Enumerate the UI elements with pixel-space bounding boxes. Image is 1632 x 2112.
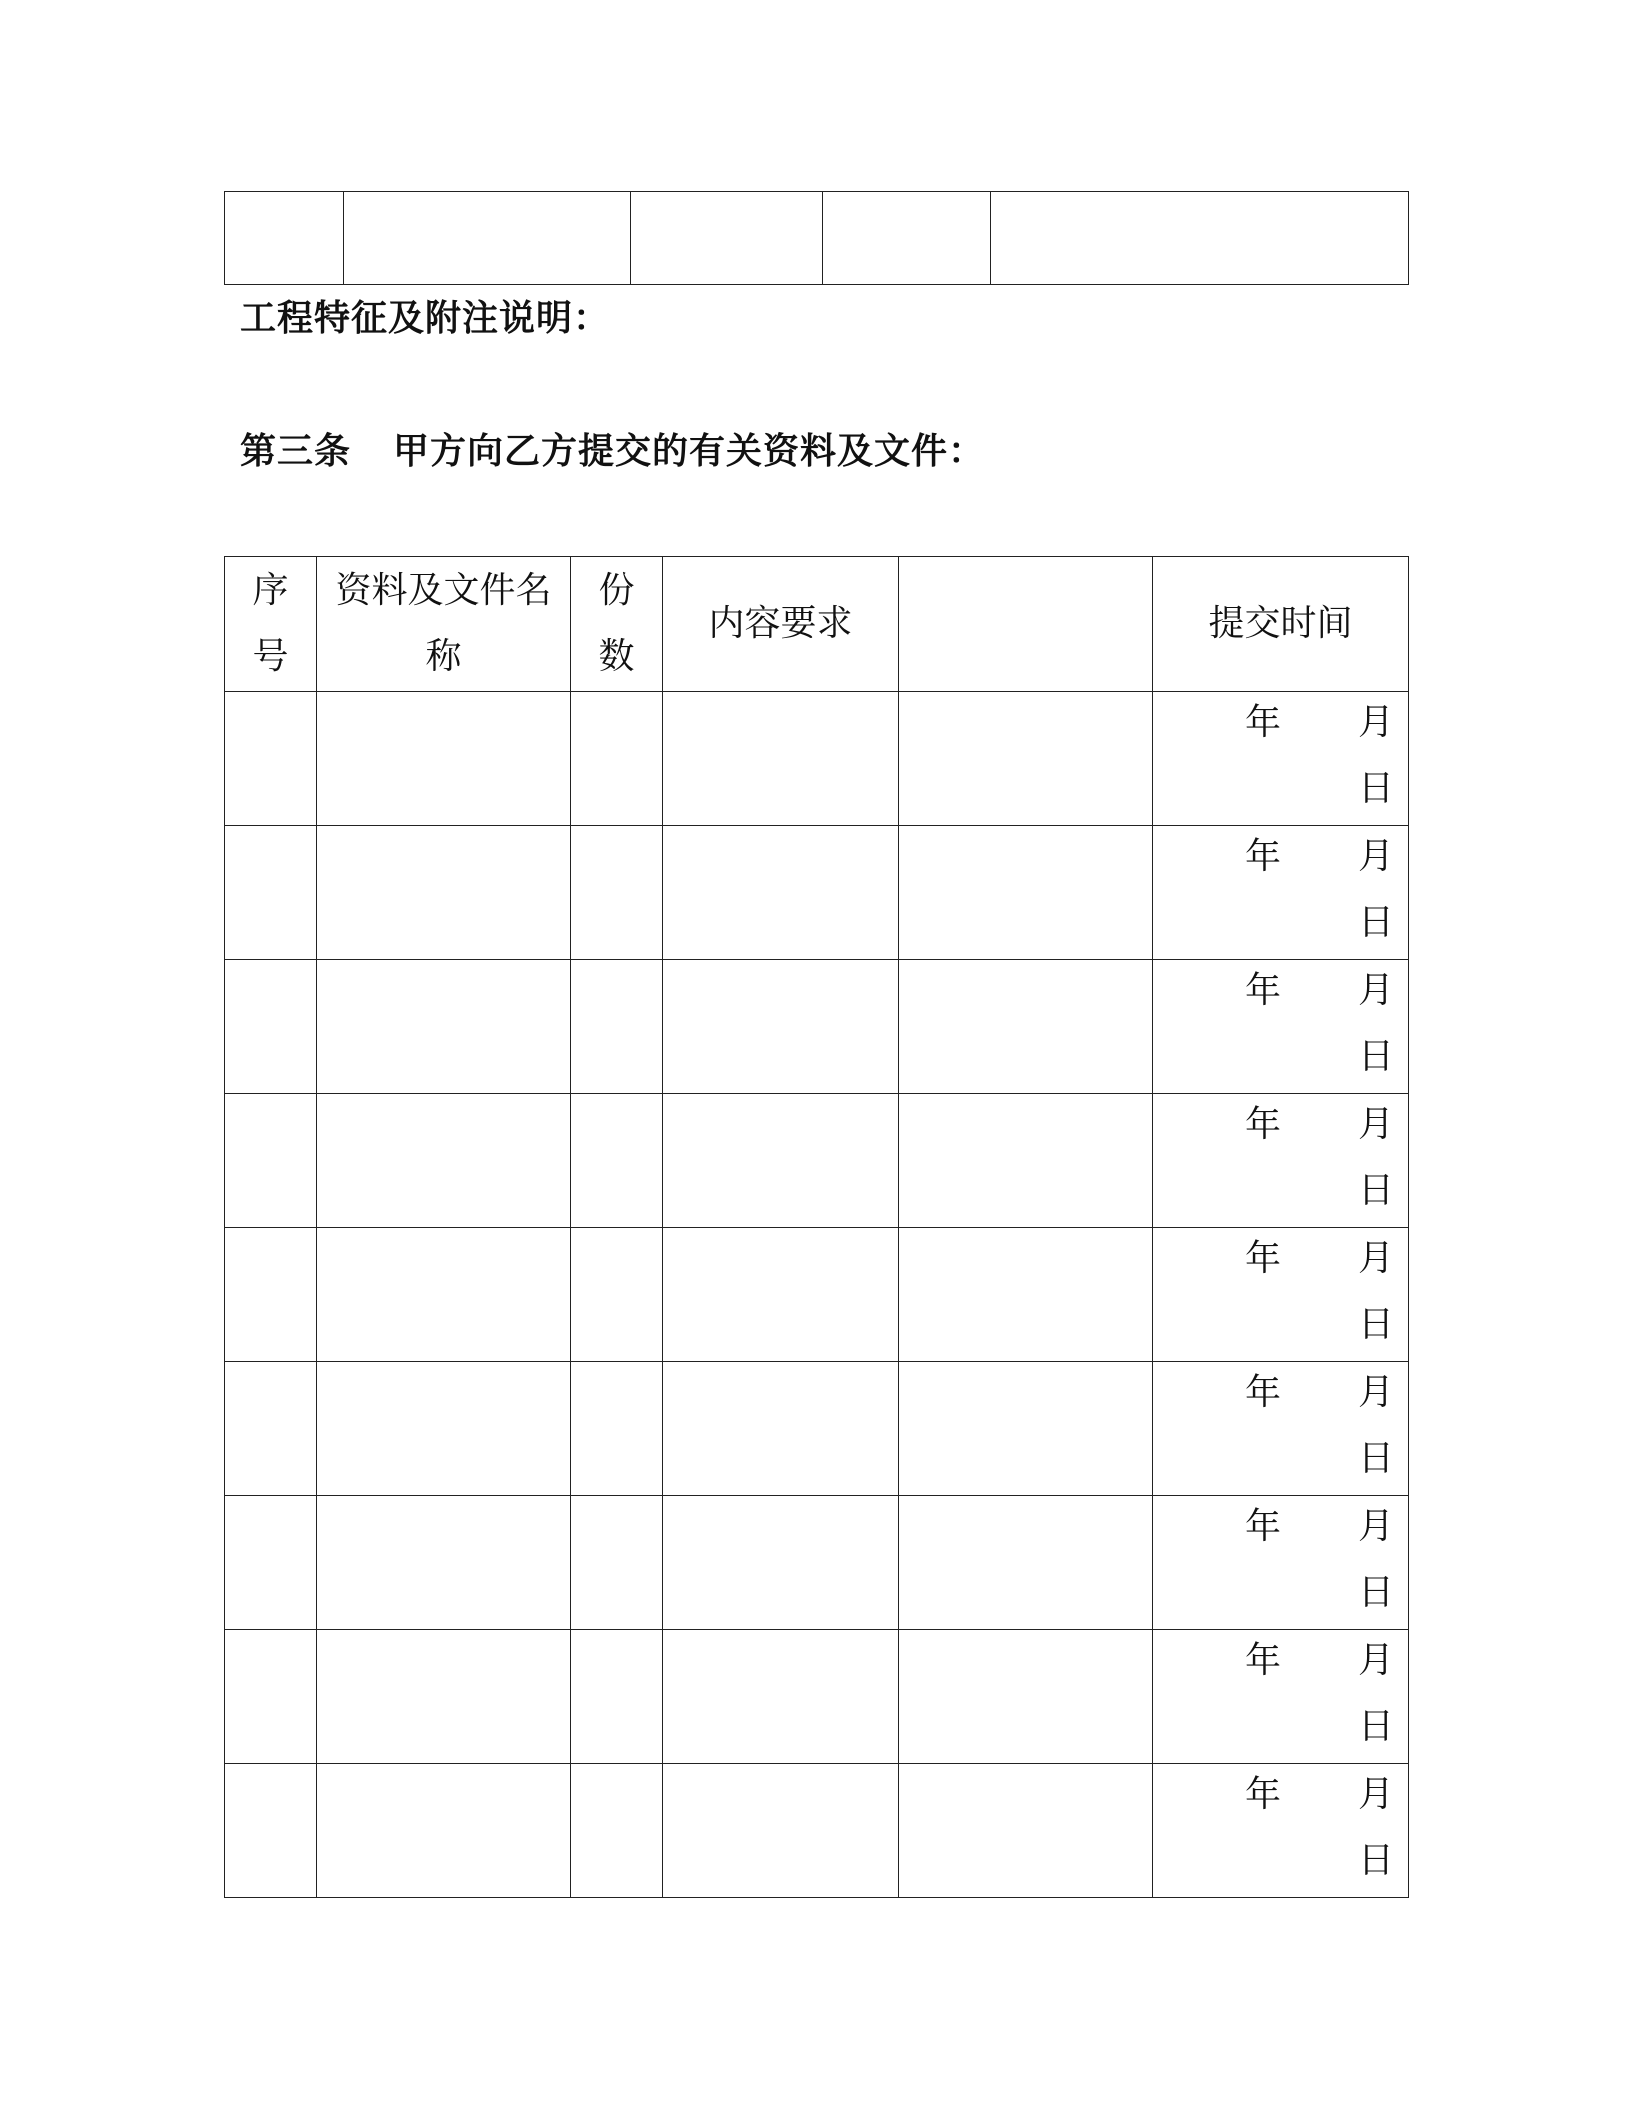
article-number: 第三条 [240, 431, 352, 472]
cell-seq[interactable] [225, 1362, 317, 1496]
date-label-month: 月 [1357, 970, 1394, 1011]
date-label-year: 年 [1245, 1506, 1282, 1547]
cell-submit-date[interactable] [1153, 826, 1409, 960]
article-heading [240, 423, 985, 474]
cell-content[interactable] [663, 1228, 899, 1362]
cell-blank[interactable] [899, 826, 1153, 960]
table-cell[interactable] [991, 192, 1409, 285]
table-row [225, 1362, 1409, 1496]
date-label-month: 月 [1357, 1238, 1394, 1279]
date-label-month: 月 [1357, 702, 1394, 743]
cell-copies[interactable] [571, 1094, 663, 1228]
header-doc-name: 资料及文件名 称 [317, 557, 571, 692]
cell-name[interactable] [317, 1764, 571, 1898]
cell-name[interactable] [317, 1362, 571, 1496]
header-content: 内容要求 [663, 557, 899, 692]
date-label-day: 日 [1357, 1170, 1394, 1211]
date-label-day: 日 [1357, 902, 1394, 943]
cell-blank[interactable] [899, 960, 1153, 1094]
cell-content[interactable] [663, 1764, 899, 1898]
table-row [225, 960, 1409, 1094]
date-label-month: 月 [1357, 1774, 1394, 1815]
cell-seq[interactable] [225, 1094, 317, 1228]
cell-blank[interactable] [899, 1764, 1153, 1898]
date-label-year: 年 [1245, 836, 1282, 877]
cell-submit-date[interactable] [1153, 1094, 1409, 1228]
table-row [225, 1496, 1409, 1630]
cell-name[interactable] [317, 1496, 571, 1630]
cell-copies[interactable] [571, 960, 663, 1094]
cell-name[interactable] [317, 1228, 571, 1362]
date-label-day: 日 [1357, 1840, 1394, 1881]
date-label-year: 年 [1245, 1774, 1282, 1815]
cell-seq[interactable] [225, 1228, 317, 1362]
cell-submit-date[interactable] [1153, 692, 1409, 826]
cell-blank[interactable] [899, 1362, 1153, 1496]
cell-content[interactable] [663, 826, 899, 960]
cell-copies[interactable] [571, 1228, 663, 1362]
date-label-year: 年 [1245, 1640, 1282, 1681]
cell-blank[interactable] [899, 1228, 1153, 1362]
cell-content[interactable] [663, 1094, 899, 1228]
notes-heading: 工程特征及附注说明： [240, 298, 611, 339]
cell-name[interactable] [317, 692, 571, 826]
cell-seq[interactable] [225, 692, 317, 826]
date-label-year: 年 [1245, 1372, 1282, 1413]
table-cell[interactable] [823, 192, 991, 285]
date-label-day: 日 [1357, 1706, 1394, 1747]
cell-content[interactable] [663, 960, 899, 1094]
date-label-month: 月 [1357, 1640, 1394, 1681]
cell-submit-date[interactable] [1153, 1496, 1409, 1630]
date-label-month: 月 [1357, 836, 1394, 877]
cell-submit-date[interactable] [1153, 1228, 1409, 1362]
cell-blank[interactable] [899, 1496, 1153, 1630]
header-submit-time: 提交时间 [1153, 557, 1409, 692]
cell-name[interactable] [317, 1094, 571, 1228]
cell-submit-date[interactable] [1153, 1362, 1409, 1496]
cell-name[interactable] [317, 826, 571, 960]
date-label-day: 日 [1357, 1572, 1394, 1613]
cell-seq[interactable] [225, 1764, 317, 1898]
date-label-day: 日 [1357, 1304, 1394, 1345]
table-cell[interactable] [631, 192, 823, 285]
table-cell[interactable] [344, 192, 631, 285]
article-title: 甲方向乙方提交的有关资料及文件： [393, 431, 986, 472]
cell-content[interactable] [663, 1362, 899, 1496]
header-blank [899, 557, 1153, 692]
table-row [225, 192, 1409, 285]
cell-copies[interactable] [571, 1496, 663, 1630]
cell-content[interactable] [663, 1496, 899, 1630]
previous-table-remainder [224, 191, 1409, 285]
header-copies: 份 数 [571, 557, 663, 692]
cell-name[interactable] [317, 1630, 571, 1764]
table-header-row [225, 557, 1409, 692]
date-label-year: 年 [1245, 970, 1282, 1011]
header-seq: 序 号 [225, 557, 317, 692]
date-label-month: 月 [1357, 1506, 1394, 1547]
cell-copies[interactable] [571, 1764, 663, 1898]
cell-content[interactable] [663, 692, 899, 826]
date-label-year: 年 [1245, 702, 1282, 743]
cell-seq[interactable] [225, 1496, 317, 1630]
date-label-day: 日 [1357, 1036, 1394, 1077]
date-label-month: 月 [1357, 1104, 1394, 1145]
table-row [225, 692, 1409, 826]
cell-submit-date[interactable] [1153, 1630, 1409, 1764]
table-row [225, 826, 1409, 960]
date-label-year: 年 [1245, 1238, 1282, 1279]
cell-seq[interactable] [225, 1630, 317, 1764]
documents-table [224, 556, 1409, 1898]
date-label-year: 年 [1245, 1104, 1282, 1145]
cell-seq[interactable] [225, 826, 317, 960]
cell-submit-date[interactable] [1153, 1764, 1409, 1898]
table-row [225, 1630, 1409, 1764]
table-row [225, 1764, 1409, 1898]
date-label-month: 月 [1357, 1372, 1394, 1413]
cell-blank[interactable] [899, 1630, 1153, 1764]
cell-submit-date[interactable] [1153, 960, 1409, 1094]
cell-name[interactable] [317, 960, 571, 1094]
cell-seq[interactable] [225, 960, 317, 1094]
date-label-day: 日 [1357, 768, 1394, 809]
date-label-day: 日 [1357, 1438, 1394, 1479]
table-row [225, 1094, 1409, 1228]
table-cell[interactable] [225, 192, 344, 285]
cell-blank[interactable] [899, 692, 1153, 826]
cell-content[interactable] [663, 1630, 899, 1764]
cell-blank[interactable] [899, 1094, 1153, 1228]
cell-copies[interactable] [571, 1362, 663, 1496]
table-row [225, 1228, 1409, 1362]
cell-copies[interactable] [571, 826, 663, 960]
cell-copies[interactable] [571, 1630, 663, 1764]
cell-copies[interactable] [571, 692, 663, 826]
